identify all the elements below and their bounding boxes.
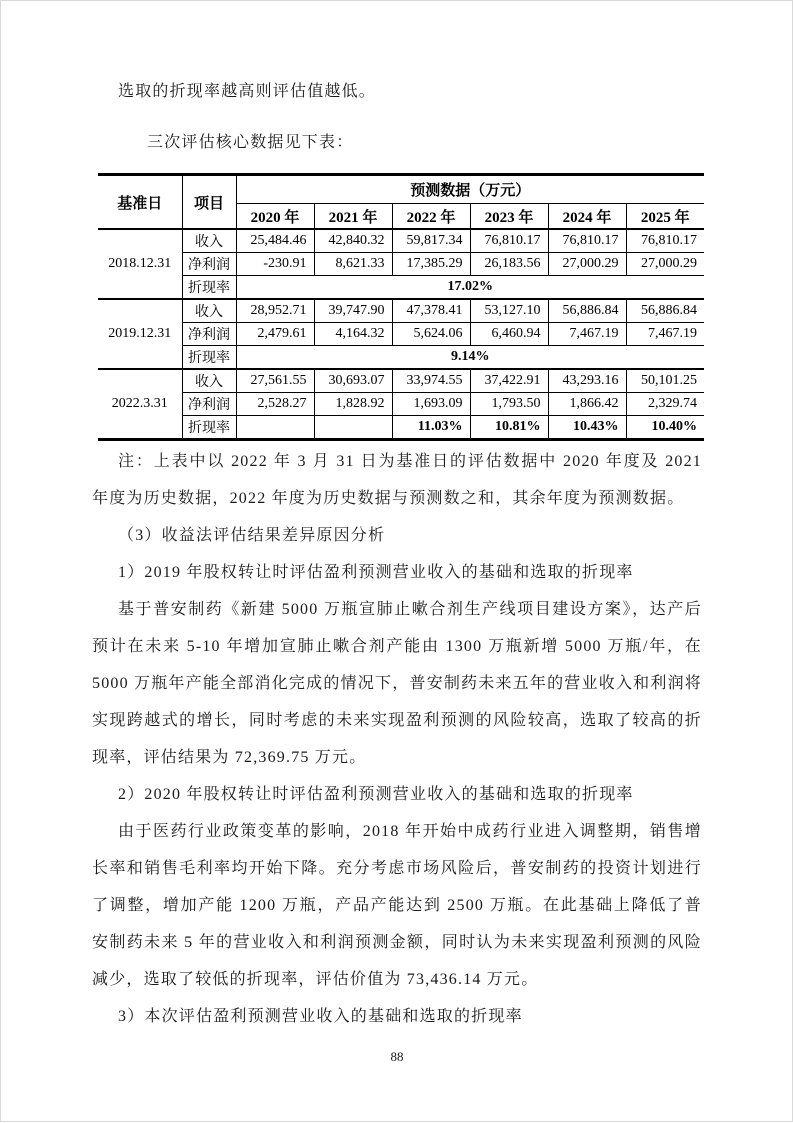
table-row-discount-2022 xyxy=(98,416,704,440)
net-profit-cell: 6,460.94 xyxy=(470,323,548,346)
income-cell: 53,127.10 xyxy=(470,299,548,323)
net-profit-cell: 2,479.61 xyxy=(236,323,314,346)
income-cell: 50,101.25 xyxy=(626,369,704,393)
table-row-income-2018 xyxy=(98,229,704,253)
discount-rate-span-cell: 17.02% xyxy=(236,276,704,300)
base-date-cell: 2019.12.31 xyxy=(98,299,182,369)
row-label-discount-rate: 折现率 xyxy=(182,346,236,370)
net-profit-cell: 7,467.19 xyxy=(626,323,704,346)
subsection-1-paragraph: 基于普安制药《新建 5000 万瓶宣肺止嗽合剂生产线项目建设方案》，达产后预计在未来 5-10 年增加宣肺止嗽合剂产能由 1300 万瓶新增 5000 万瓶/年，在 5000 万瓶年产能全部消化完成的情况下，普安制药未来五年的营业收入和利润将实现跨越式的增长，同时考虑的未来实现盈利预测的风险较高，选取了较高的折现率，评估结果为 72,369.75 万元。 xyxy=(92,601,702,766)
row-label-income: 收入 xyxy=(182,229,236,253)
income-cell: 47,378.41 xyxy=(392,299,470,323)
income-cell: 56,886.84 xyxy=(626,299,704,323)
row-label-income: 收入 xyxy=(182,369,236,393)
col-header-year: 2021 年 xyxy=(314,204,392,230)
income-cell: 33,974.55 xyxy=(392,369,470,393)
subsection-3-heading: 3）本次评估盈利预测营业收入的基础和选取的折现率 xyxy=(118,1008,523,1025)
intro-text: 选取的折现率越高则评估值越低。 xyxy=(118,83,377,100)
row-label-net-profit: 净利润 xyxy=(182,253,236,276)
row-label-discount-rate: 折现率 xyxy=(182,276,236,300)
income-cell: 39,747.90 xyxy=(314,299,392,323)
net-profit-cell: 5,624.06 xyxy=(392,323,470,346)
discount-rate-cell: 10.81% xyxy=(470,416,548,440)
col-header-year: 2022 年 xyxy=(392,204,470,230)
net-profit-cell: 7,467.19 xyxy=(548,323,626,346)
net-profit-cell: -230.91 xyxy=(236,253,314,276)
forecast-data-table xyxy=(98,173,704,441)
net-profit-cell: 1,866.42 xyxy=(548,393,626,416)
discount-rate-cell: 10.43% xyxy=(548,416,626,440)
table-row-net-profit-2018 xyxy=(98,253,704,276)
table-note: 注：上表中以 2022 年 3 月 31 日为基准日的评估数据中 2020 年度及 2021 年度为历史数据，2022 年度为历史数据与预测数之和，其余年度为预测数据。 xyxy=(92,453,702,507)
income-cell: 27,561.55 xyxy=(236,369,314,393)
col-header-base-date: 基准日 xyxy=(98,175,182,230)
row-label-discount-rate: 折现率 xyxy=(182,416,236,440)
discount-rate-cell: 10.40% xyxy=(626,416,704,440)
row-label-net-profit: 净利润 xyxy=(182,323,236,346)
section-heading: （3）收益法评估结果差异原因分析 xyxy=(118,527,386,544)
base-date-cell: 2022.3.31 xyxy=(98,369,182,440)
net-profit-cell: 27,000.29 xyxy=(548,253,626,276)
net-profit-cell: 1,693.09 xyxy=(392,393,470,416)
discount-rate-cell xyxy=(314,416,392,440)
income-cell: 42,840.32 xyxy=(314,229,392,253)
col-header-forecast-group: 预测数据（万元） xyxy=(236,175,704,204)
net-profit-cell: 1,793.50 xyxy=(470,393,548,416)
net-profit-cell: 27,000.29 xyxy=(626,253,704,276)
income-cell: 56,886.84 xyxy=(548,299,626,323)
table-row-income-2022 xyxy=(98,369,704,393)
net-profit-cell: 17,385.29 xyxy=(392,253,470,276)
table-row-discount-2019 xyxy=(98,346,704,370)
table-caption: 三次评估核心数据见下表： xyxy=(147,134,354,151)
net-profit-cell: 26,183.56 xyxy=(470,253,548,276)
subsection-1-heading: 1）2019 年股权转让时评估盈利预测营业收入的基础和选取的折现率 xyxy=(118,564,634,581)
col-header-year: 2023 年 xyxy=(470,204,548,230)
table-header-row-1 xyxy=(98,175,704,204)
col-header-item: 项目 xyxy=(182,175,236,230)
subsection-2-paragraph: 由于医药行业政策变革的影响，2018 年开始中成药行业进入调整期，销售增长率和销售毛利率均开始下降。充分考虑市场风险后，普安制药的投资计划进行了调整，增加产能 1200 万瓶，产品产能达到 2500 万瓶。在此基础上降低了普安制药未来 5 年的营业收入和利润预测金额，同时认为未来实现盈利预测的风险减少，选取了较低的折现率，评估价值为 73,436.14 万元。 xyxy=(92,823,702,988)
table-row-discount-2018 xyxy=(98,276,704,300)
net-profit-cell: 1,828.92 xyxy=(314,393,392,416)
income-cell: 43,293.16 xyxy=(548,369,626,393)
income-cell: 76,810.17 xyxy=(626,229,704,253)
discount-rate-span-cell: 9.14% xyxy=(236,346,704,370)
income-cell: 28,952.71 xyxy=(236,299,314,323)
col-header-year: 2025 年 xyxy=(626,204,704,230)
row-label-income: 收入 xyxy=(182,299,236,323)
income-cell: 59,817.34 xyxy=(392,229,470,253)
income-cell: 30,693.07 xyxy=(314,369,392,393)
col-header-year: 2024 年 xyxy=(548,204,626,230)
net-profit-cell: 8,621.33 xyxy=(314,253,392,276)
table-row-net-profit-2019 xyxy=(98,323,704,346)
income-cell: 37,422.91 xyxy=(470,369,548,393)
base-date-cell: 2018.12.31 xyxy=(98,229,182,299)
row-label-net-profit: 净利润 xyxy=(182,393,236,416)
subsection-2-heading: 2）2020 年股权转让时评估盈利预测营业收入的基础和选取的折现率 xyxy=(118,786,634,803)
page-content xyxy=(1,1,793,1123)
page-number: 88 xyxy=(390,1049,404,1064)
income-cell: 76,810.17 xyxy=(548,229,626,253)
net-profit-cell: 4,164.32 xyxy=(314,323,392,346)
table-row-income-2019 xyxy=(98,299,704,323)
income-cell: 76,810.17 xyxy=(470,229,548,253)
net-profit-cell: 2,329.74 xyxy=(626,393,704,416)
col-header-year: 2020 年 xyxy=(236,204,314,230)
table-row-net-profit-2022 xyxy=(98,393,704,416)
income-cell: 25,484.46 xyxy=(236,229,314,253)
discount-rate-cell xyxy=(236,416,314,440)
discount-rate-cell: 11.03% xyxy=(392,416,470,440)
net-profit-cell: 2,528.27 xyxy=(236,393,314,416)
